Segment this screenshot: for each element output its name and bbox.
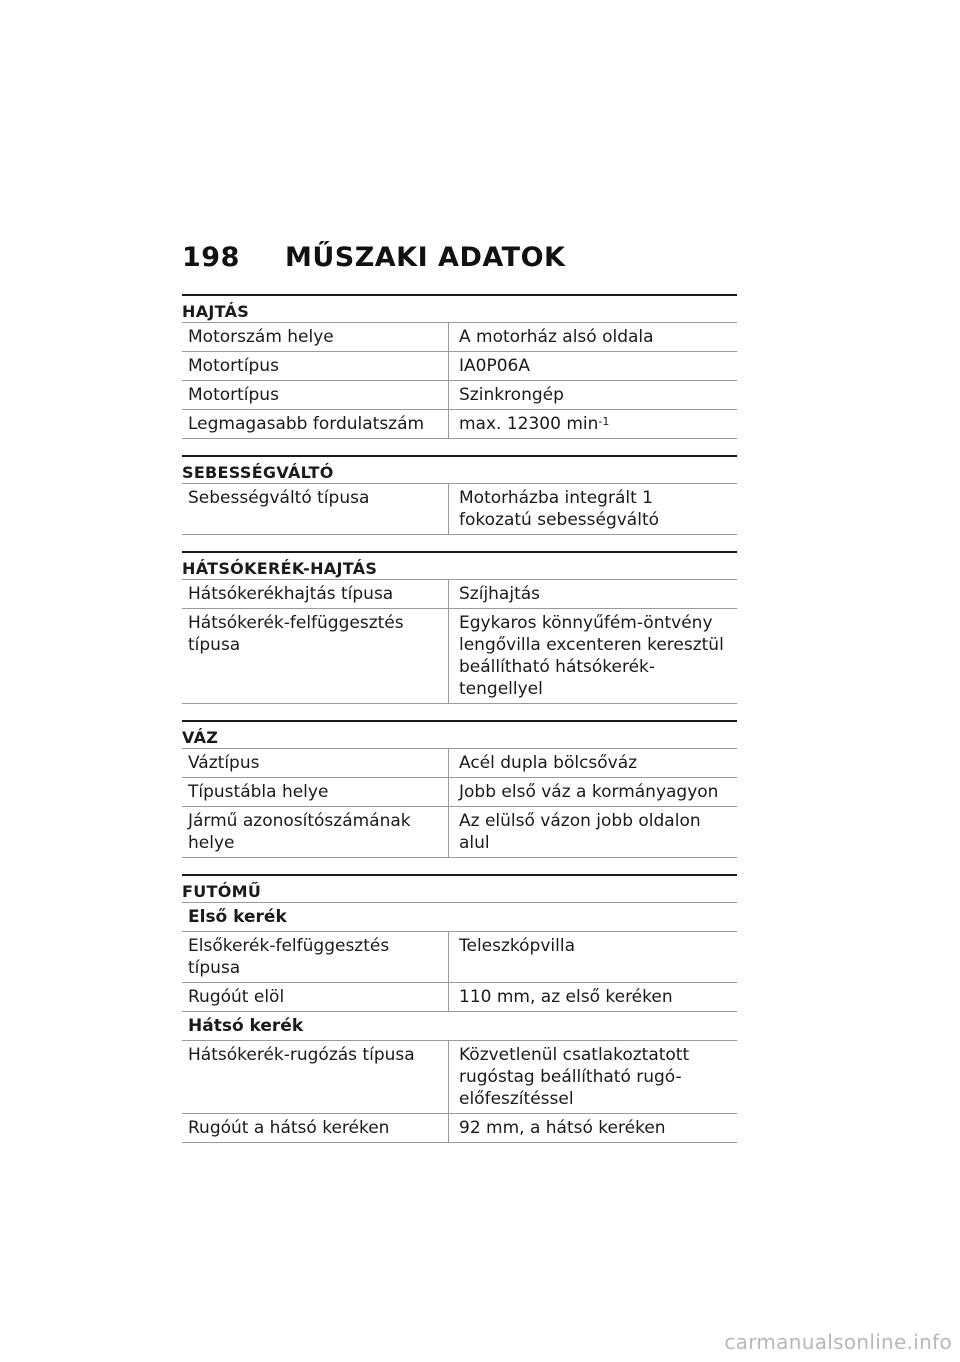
row-label: Hátsókerékhajtás típusa <box>182 580 449 608</box>
row-value: Közvetlenül csatlakoztatott rugóstag beállítható rugó-előfeszítéssel <box>459 1045 690 1109</box>
rear-wheel-heading: Hátsó kerék <box>188 1016 304 1036</box>
table-row <box>182 777 737 806</box>
row-label: Sebességváltó típusa <box>182 484 449 534</box>
rpm-exponent: -1 <box>598 415 610 428</box>
table-row <box>182 608 737 704</box>
table-row <box>182 1113 737 1143</box>
row-label: Rugóút elöl <box>182 983 449 1011</box>
row-value: Acél dupla bölcsőváz <box>459 753 638 773</box>
table-row <box>182 748 737 777</box>
row-value: Jobb első váz a kormányagyon <box>459 782 719 802</box>
row-label: Jármű azonosítószámának helye <box>182 807 449 857</box>
table-row <box>182 931 737 982</box>
subheading-row <box>182 1011 737 1040</box>
page-header <box>182 242 565 282</box>
section-futomu <box>182 874 737 1143</box>
row-value: Az elülső vázon jobb oldalon alul <box>459 811 701 853</box>
section-title: HÁTSÓKERÉK-HAJTÁS <box>182 551 737 579</box>
row-label: Legmagasabb fordulatszám <box>182 410 449 438</box>
table-row <box>182 1040 737 1113</box>
front-wheel-heading: Első kerék <box>188 907 287 927</box>
section-vaz <box>182 720 737 858</box>
row-value: Szíjhajtás <box>459 584 541 604</box>
table-row <box>182 351 737 380</box>
table-row <box>182 322 737 351</box>
row-label: Motortípus <box>182 381 449 409</box>
row-value: Szinkrongép <box>459 385 564 405</box>
row-label: Elsőkerék-felfüggesztés típusa <box>182 932 449 982</box>
row-value: 92 mm, a hátsó keréken <box>459 1118 666 1138</box>
row-label: Rugóút a hátsó keréken <box>182 1114 449 1142</box>
watermark: carmanualsonline.info <box>724 1330 952 1354</box>
row-value: Egykaros könnyűfém-öntvény lengővilla excenteren keresztül beállítható hátsókerék-tengellyel <box>459 613 724 699</box>
page-title: MŰSZAKI ADATOK <box>284 242 566 273</box>
table-row <box>182 806 737 858</box>
row-value: Teleszkópvilla <box>459 936 575 956</box>
row-value: 110 mm, az első keréken <box>459 987 673 1007</box>
section-title: FUTÓMŰ <box>182 874 737 902</box>
section-hatsokerek <box>182 551 737 704</box>
spec-sections <box>182 294 737 1159</box>
row-label: Hátsókerék-rugózás típusa <box>182 1041 449 1113</box>
section-hajtas <box>182 294 737 439</box>
table-row <box>182 380 737 409</box>
row-value <box>449 410 737 438</box>
section-title: HAJTÁS <box>182 294 737 322</box>
row-label: Motorszám helye <box>182 323 449 351</box>
row-value: IA0P06A <box>459 356 530 376</box>
row-label: Váztípus <box>182 749 449 777</box>
subheading-row <box>182 902 737 931</box>
rpm-value: max. 12300 min <box>459 414 599 434</box>
row-value: Motorházba integrált 1 fokozatú sebességváltó <box>459 488 660 530</box>
section-title: VÁZ <box>182 720 737 748</box>
row-label: Típustábla helye <box>182 778 449 806</box>
section-sebessegvalto <box>182 455 737 535</box>
table-row <box>182 579 737 608</box>
table-row <box>182 409 737 439</box>
table-row <box>182 483 737 535</box>
row-label: Motortípus <box>182 352 449 380</box>
table-row <box>182 982 737 1011</box>
page-number: 198 <box>182 242 240 273</box>
row-label: Hátsókerék-felfüggesztés típusa <box>182 609 449 703</box>
row-value: A motorház alsó oldala <box>459 327 654 347</box>
section-title: SEBESSÉGVÁLTÓ <box>182 455 737 483</box>
